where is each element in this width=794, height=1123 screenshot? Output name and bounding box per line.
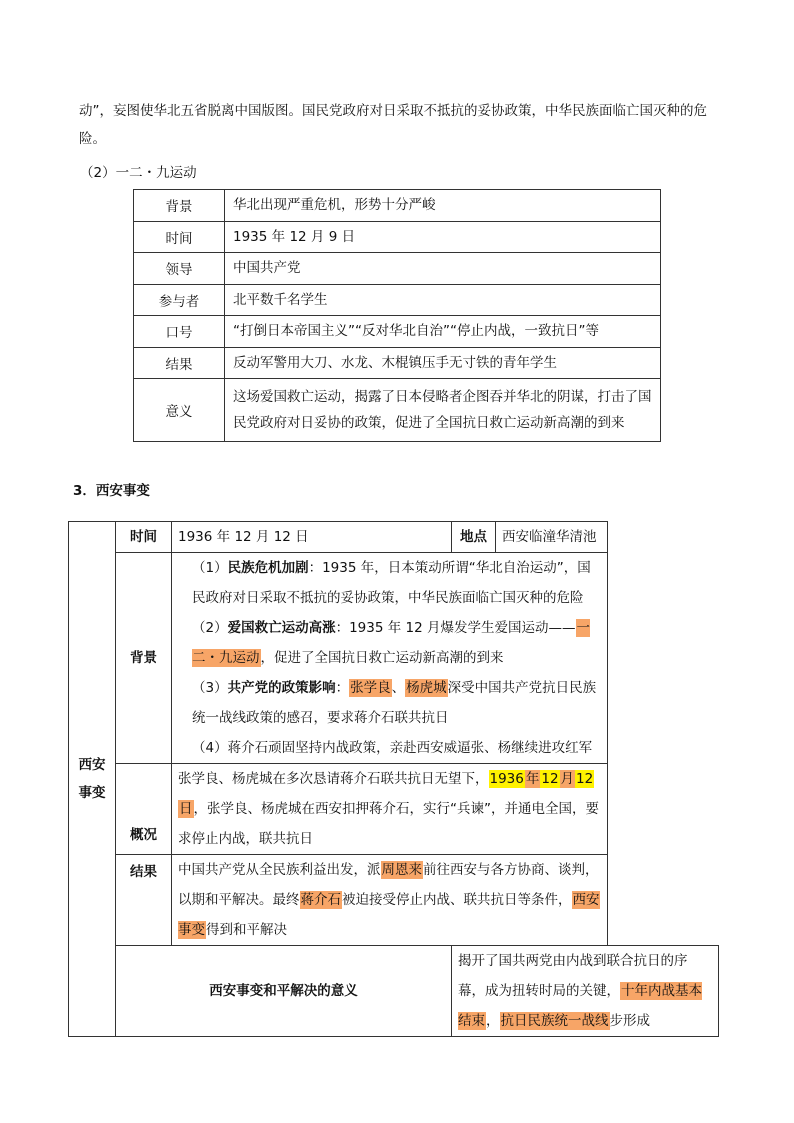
row-key: 领导 [134, 253, 225, 285]
point-text: ：1935 年 12 月爆发学生爱国运动—— [335, 620, 576, 636]
table-row [134, 316, 661, 348]
intro-line-2: 险。 [79, 131, 106, 147]
date-unit: 日 [179, 801, 193, 817]
row-key: 参与者 [134, 284, 225, 316]
point-text: ：1935 年，日本策动所谓“华北自治运动”，国民政府对日采取不抵抗的妥协政策，中华民族面临亡国灭种的危险 [192, 560, 591, 606]
side-label [69, 522, 116, 1037]
point-title: 民族危机加剧 [227, 560, 309, 576]
result-text [178, 855, 601, 945]
highlighted-term: 十年内战基本结束 [458, 983, 702, 1029]
result-part: 中国共产党从全民族利益出发，派 [178, 862, 381, 878]
highlighted-term: 西安事变 [178, 892, 600, 938]
result-part: 前往西安与各方协商、谈判，以期和平解决。最终 [178, 862, 599, 908]
point-title: 共产党的政策影响 [227, 680, 336, 696]
overview-value [172, 764, 608, 855]
overview-part: 张学良、杨虎城在多次恳请蒋介石联共抗日无望下， [178, 771, 489, 787]
background-point-3 [178, 673, 601, 733]
background-point-4: （4）蒋介石顽固坚持内战政策，亲赴西安威逼张、杨继续进攻红军 [192, 740, 593, 756]
background-point-1 [178, 553, 601, 613]
table-row [69, 553, 719, 764]
intro-line-1: 动”，妄图使华北五省脱离中国版图。国民党政府对日采取不抵抗的妥协政策，中华民族面临亡国灭种的危 [79, 103, 707, 119]
table-row [134, 253, 661, 285]
significance-value [452, 946, 719, 1037]
table-row [69, 522, 719, 553]
result-value [172, 855, 608, 946]
point-prefix: （2） [192, 620, 228, 636]
table-row [134, 379, 661, 442]
point-text: ，促进了全国抗日救亡运动新高潮的到来 [260, 650, 504, 666]
separator: 、 [391, 680, 406, 696]
significance-part: ， [486, 1013, 500, 1029]
table-row [69, 946, 719, 1037]
point-prefix: （3） [192, 680, 228, 696]
row-key: 口号 [134, 316, 225, 348]
movement-heading: （2）一二・九运动 [80, 165, 197, 181]
table-row [134, 347, 661, 379]
result-part: 被迫接受停止内战、联共抗日等条件， [342, 892, 572, 908]
overview-key: 概况 [116, 764, 172, 855]
table-row [134, 284, 661, 316]
date-unit: 年 [525, 771, 540, 787]
background-key: 背景 [116, 553, 172, 764]
point-colon: ： [335, 680, 350, 696]
location-value: 西安临潼华清池 [496, 522, 608, 553]
significance-text [458, 946, 712, 1036]
row-key: 时间 [134, 221, 225, 253]
highlighted-term: 杨虎城 [406, 680, 447, 696]
significance-key: 西安事变和平解决的意义 [116, 946, 452, 1037]
row-value: 反动军警用大刀、水龙、木棍镇压手无寸铁的青年学生 [225, 347, 661, 379]
time-key: 时间 [116, 522, 172, 553]
significance-part: 步形成 [609, 1013, 650, 1029]
highlighted-term: 一二・九运动 [192, 620, 591, 666]
significance-part: 揭开了国共两党由内战到联合抗日的序幕，成为扭转时局的关键， [458, 953, 688, 999]
row-value: 华北出现严重危机，形势十分严峻 [225, 190, 661, 222]
result-key: 结果 [116, 855, 172, 946]
side-label-text: 西安事变 [78, 757, 106, 801]
date-year: 1936 [489, 771, 524, 787]
result-part: 得到和平解决 [206, 922, 287, 938]
date-day: 12 [576, 771, 594, 787]
highlighted-term: 抗日民族统一战线 [500, 1013, 609, 1029]
row-value: 中国共产党 [225, 253, 661, 285]
movement-table [133, 189, 661, 442]
background-value [172, 553, 608, 764]
row-key: 背景 [134, 190, 225, 222]
point-text: 深受中国共产党抗日民族统一战线政策的感召，要求蒋介石联共抗日 [192, 680, 597, 726]
xian-incident-table [68, 521, 719, 1037]
location-key: 地点 [452, 522, 496, 553]
date-unit: 月 [560, 771, 575, 787]
intro-paragraph [79, 97, 729, 153]
row-value: 这场爱国救亡运动，揭露了日本侵略者企图吞并华北的阴谋，打击了国民党政府对日妥协的政策，促进了全国抗日救亡运动新高潮的到来 [225, 379, 661, 442]
overview-text [178, 764, 601, 854]
row-value: 北平数千名学生 [225, 284, 661, 316]
highlighted-term: 周恩来 [381, 862, 422, 878]
table-row [134, 190, 661, 222]
overview-part: ，张学良、杨虎城在西安扣押蒋介石，实行“兵谏”，并通电全国，要求停止内战，联共抗日 [178, 801, 599, 847]
point-title: 爱国救亡运动高涨 [227, 620, 336, 636]
table-row [134, 221, 661, 253]
table-row [69, 764, 719, 855]
highlighted-term: 蒋介石 [300, 892, 341, 908]
background-point-2 [178, 613, 601, 673]
time-value: 1936 年 12 月 12 日 [172, 522, 452, 553]
row-key: 结果 [134, 347, 225, 379]
table-row [69, 855, 719, 946]
row-key: 意义 [134, 379, 225, 442]
point-prefix: （1） [192, 560, 228, 576]
date-month: 12 [541, 771, 559, 787]
row-value: 1935 年 12 月 9 日 [225, 221, 661, 253]
section-heading: 3．西安事变 [73, 483, 150, 499]
highlighted-term: 张学良 [350, 680, 391, 696]
row-value: “打倒日本帝国主义”“反对华北自治”“停止内战，一致抗日”等 [225, 316, 661, 348]
